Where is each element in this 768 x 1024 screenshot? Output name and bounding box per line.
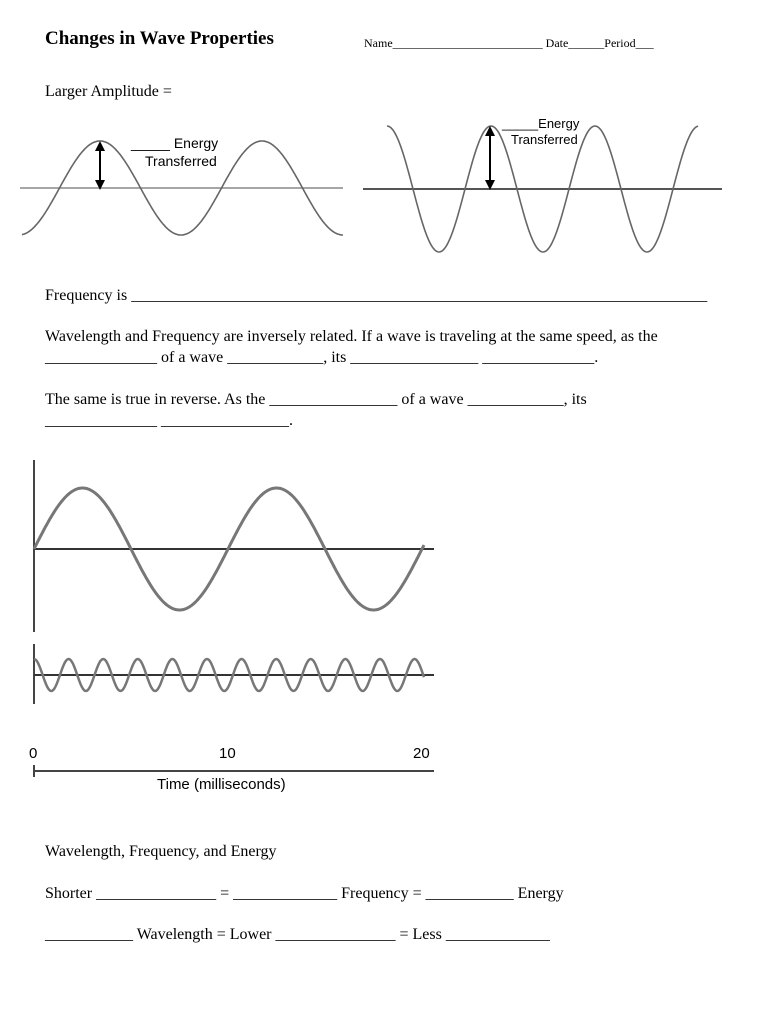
relation-row-1[interactable]: Shorter _______________ = _____________ Frequency = ___________ Energy bbox=[45, 885, 564, 902]
time-tick-label-10: 10 bbox=[219, 745, 236, 762]
left-energy-label-line1: _____ Energy bbox=[131, 135, 219, 151]
right-energy-label-line2: Transferred bbox=[511, 132, 578, 147]
paragraph2-line2[interactable]: ______________ ________________. bbox=[45, 412, 293, 429]
left-arrow-head-up bbox=[95, 141, 105, 151]
time-tick-label-20: 20 bbox=[413, 745, 430, 762]
time-tick-label-0: 0 bbox=[29, 745, 38, 762]
amplitude-prompt: Larger Amplitude = bbox=[45, 83, 172, 100]
relation-row-2[interactable]: ___________ Wavelength = Lower _______________ = Less _____________ bbox=[45, 926, 550, 943]
paragraph2-line1[interactable]: The same is true in reverse. As the ________________ of a wave ____________, its bbox=[45, 391, 587, 408]
section-heading: Wavelength, Frequency, and Energy bbox=[45, 843, 277, 860]
page-title: Changes in Wave Properties bbox=[45, 28, 274, 49]
frequency-definition-line[interactable]: Frequency is ________________________________________________________________________ bbox=[45, 287, 708, 304]
right-energy-label-line1: _____Energy bbox=[502, 116, 580, 131]
left-energy-label-line2: Transferred bbox=[145, 153, 217, 169]
frequency-comparison-diagram bbox=[0, 450, 768, 810]
name-date-period-fields[interactable]: Name_________________________ Date______Period___ bbox=[364, 36, 654, 50]
time-axis-label: Time (milliseconds) bbox=[157, 776, 286, 793]
paragraph1-line1: Wavelength and Frequency are inversely related. If a wave is traveling at the same speed, as the bbox=[45, 328, 658, 345]
paragraph1-line2[interactable]: ______________ of a wave ____________, its ________________ ______________. bbox=[45, 349, 599, 366]
left-amplitude-wave-diagram bbox=[0, 0, 768, 300]
